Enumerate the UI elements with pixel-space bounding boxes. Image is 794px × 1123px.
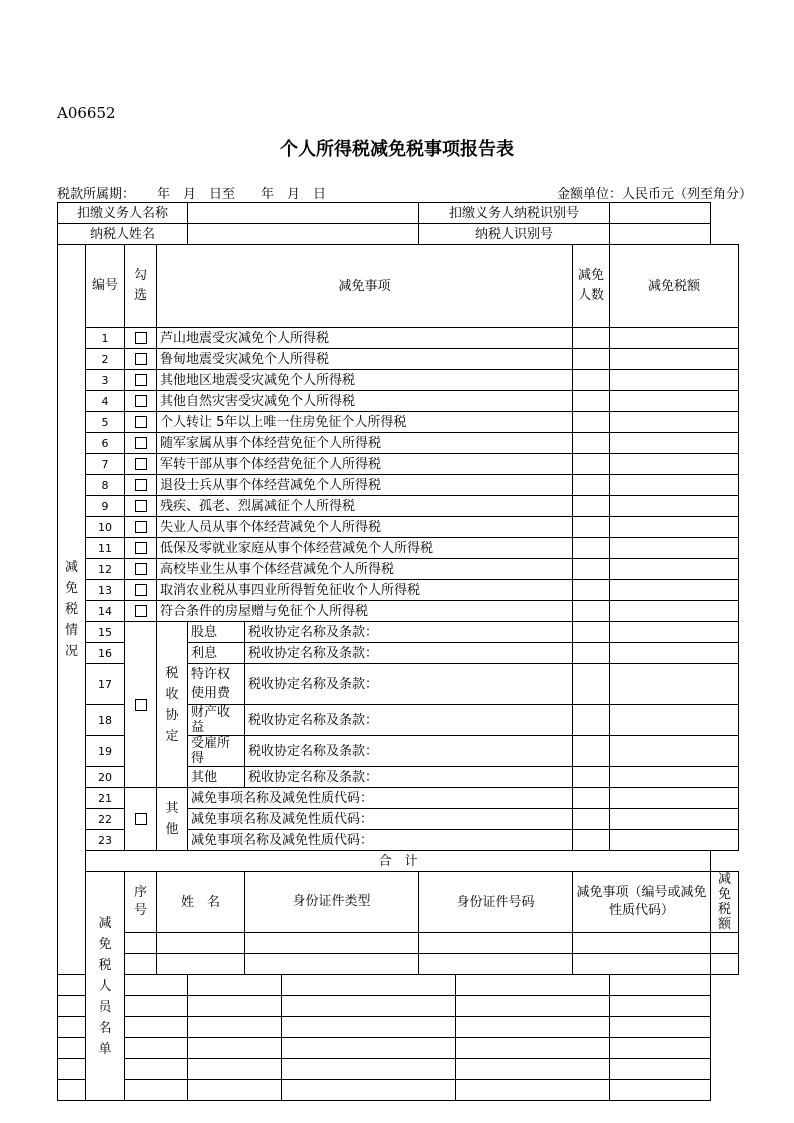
- period-label: 税款所属期：: [57, 187, 136, 202]
- taxpayer-name-label: 纳税人姓名: [58, 224, 188, 245]
- item-number: 15: [86, 622, 125, 643]
- treaty-terms-text: 税收协定名称及条款：: [245, 664, 573, 705]
- item-checkbox[interactable]: [135, 500, 147, 512]
- person-name-field[interactable]: [125, 1038, 188, 1059]
- reduction-item-row: [58, 391, 739, 412]
- item-number: 18: [86, 705, 125, 736]
- reduction-item-row: [58, 433, 739, 454]
- item-text: 失业人员从事个体经营减免个人所得税: [157, 517, 573, 538]
- item-checkbox[interactable]: [135, 605, 147, 617]
- item-text: 高校毕业生从事个体经营减免个人所得税: [157, 559, 573, 580]
- person-id-type-field[interactable]: [188, 1080, 282, 1101]
- person-id-type-field[interactable]: [188, 1059, 282, 1080]
- item-number: 17: [86, 664, 125, 705]
- taxpayer-name-field[interactable]: [188, 224, 419, 245]
- person-id-type-field[interactable]: [245, 954, 419, 975]
- item-number: 9: [86, 496, 125, 517]
- item-checkbox-cell: [125, 412, 157, 433]
- treaty-checkbox[interactable]: [135, 699, 147, 711]
- section2-header-row: [58, 872, 739, 933]
- withholder-name-field[interactable]: [188, 203, 419, 224]
- person-id-type-field[interactable]: [188, 975, 282, 996]
- item-checkbox[interactable]: [135, 584, 147, 596]
- item-amount-field[interactable]: [610, 830, 739, 851]
- section2-side-label: 减 免 税 人 员 名 单: [86, 872, 125, 1101]
- item-people-field[interactable]: [573, 391, 610, 412]
- item-amount-field[interactable]: [610, 788, 739, 809]
- item-number: 2: [86, 349, 125, 370]
- person-name-field[interactable]: [125, 1059, 188, 1080]
- item-amount-field[interactable]: [610, 454, 739, 475]
- item-people-field[interactable]: [573, 454, 610, 475]
- period-text: 年 月 日至 年 月 日: [157, 187, 327, 202]
- item-checkbox[interactable]: [135, 353, 147, 365]
- section1-side-label: 减 免 税 情 况: [58, 245, 86, 975]
- col-amount-header: 减免税额: [711, 872, 739, 933]
- item-amount-field[interactable]: [610, 328, 739, 349]
- item-people-field[interactable]: [573, 328, 610, 349]
- treaty-checkbox-cell: [125, 622, 157, 788]
- person-name-field[interactable]: [157, 954, 245, 975]
- item-number: 10: [86, 517, 125, 538]
- taxpayer-row: [58, 224, 739, 245]
- col-id-no-header: 身份证件号码: [419, 872, 573, 933]
- item-people-field[interactable]: [573, 370, 610, 391]
- other-item-row: [58, 788, 739, 809]
- person-item-field[interactable]: [456, 1059, 610, 1080]
- person-id-no-field[interactable]: [282, 1080, 456, 1101]
- item-number: 7: [86, 454, 125, 475]
- treaty-income-type: 受雇所得: [188, 736, 245, 767]
- item-amount-field[interactable]: [610, 433, 739, 454]
- treaty-income-type: 特许权使用费: [188, 664, 245, 705]
- treaty-terms-text: 税收协定名称及条款：: [245, 622, 573, 643]
- item-amount-field[interactable]: [610, 559, 739, 580]
- item-amount-field[interactable]: [610, 809, 739, 830]
- item-text: 个人转让 5年以上唯一住房免征个人所得税: [157, 412, 573, 433]
- col-check-header: 勾选: [125, 245, 157, 328]
- item-amount-field[interactable]: [610, 517, 739, 538]
- item-people-field[interactable]: [573, 736, 610, 767]
- person-id-no-field[interactable]: [282, 975, 456, 996]
- item-text: 其他自然灾害受灾减免个人所得税: [157, 391, 573, 412]
- person-item-field[interactable]: [573, 933, 711, 954]
- withholder-id-label: 扣缴义务人纳税识别号: [419, 203, 610, 224]
- item-text: 退役士兵从事个体经营减免个人所得税: [157, 475, 573, 496]
- item-checkbox-cell: [125, 454, 157, 475]
- person-seq-field[interactable]: [58, 1017, 86, 1038]
- person-name-field[interactable]: [125, 975, 188, 996]
- person-amount-field[interactable]: [610, 1017, 711, 1038]
- person-seq-field[interactable]: [125, 933, 157, 954]
- reduction-item-row: [58, 559, 739, 580]
- person-amount-field[interactable]: [711, 954, 739, 975]
- person-amount-field[interactable]: [711, 933, 739, 954]
- item-number: 16: [86, 643, 125, 664]
- person-seq-field[interactable]: [58, 1059, 86, 1080]
- col-name-header: 姓 名: [157, 872, 245, 933]
- col-reduction-item-header: 减免事项（编号或减免性质代码）: [573, 872, 711, 933]
- taxpayer-id-field[interactable]: [610, 224, 711, 245]
- taxpayer-id-label: 纳税人识别号: [419, 224, 610, 245]
- person-id-no-field[interactable]: [419, 933, 573, 954]
- other-item-text: 减免事项名称及减免性质代码：: [188, 830, 573, 851]
- item-number: 1: [86, 328, 125, 349]
- item-text: 军转干部从事个体经营免征个人所得税: [157, 454, 573, 475]
- item-people-field[interactable]: [573, 788, 610, 809]
- item-text: 取消农业税从事四业所得暂免征收个人所得税: [157, 580, 573, 601]
- page-title: 个人所得税减免税事项报告表: [280, 139, 514, 160]
- item-checkbox[interactable]: [135, 437, 147, 449]
- col-people-header: 减免人数: [573, 245, 610, 328]
- withholder-id-field[interactable]: [610, 203, 711, 224]
- item-amount-field[interactable]: [610, 349, 739, 370]
- person-row: [58, 1080, 739, 1101]
- person-amount-field[interactable]: [610, 1059, 711, 1080]
- reduction-item-row: [58, 538, 739, 559]
- item-amount-field[interactable]: [610, 538, 739, 559]
- item-people-field[interactable]: [573, 559, 610, 580]
- item-people-field[interactable]: [573, 412, 610, 433]
- col-id-type-header: 身份证件类型: [245, 872, 419, 933]
- other-item-text: 减免事项名称及减免性质代码：: [188, 788, 573, 809]
- item-amount-field[interactable]: [610, 736, 739, 767]
- item-number: 6: [86, 433, 125, 454]
- item-checkbox[interactable]: [135, 416, 147, 428]
- person-amount-field[interactable]: [610, 1038, 711, 1059]
- item-text: 符合条件的房屋赠与免征个人所得税: [157, 601, 573, 622]
- item-number: 3: [86, 370, 125, 391]
- col-item-header: 减免事项: [157, 245, 573, 328]
- person-seq-field[interactable]: [58, 975, 86, 996]
- item-checkbox-cell: [125, 559, 157, 580]
- person-amount-field[interactable]: [610, 975, 711, 996]
- item-people-field[interactable]: [573, 517, 610, 538]
- item-checkbox[interactable]: [135, 479, 147, 491]
- item-text: 低保及零就业家庭从事个体经营减免个人所得税: [157, 538, 573, 559]
- item-checkbox-cell: [125, 538, 157, 559]
- item-checkbox[interactable]: [135, 374, 147, 386]
- item-number: 12: [86, 559, 125, 580]
- item-checkbox[interactable]: [135, 395, 147, 407]
- item-checkbox[interactable]: [135, 521, 147, 533]
- item-people-field[interactable]: [573, 664, 610, 705]
- reduction-item-row: [58, 496, 739, 517]
- item-number: 20: [86, 767, 125, 788]
- col-amount-header: 减免税额: [610, 245, 739, 328]
- person-item-field[interactable]: [456, 1038, 610, 1059]
- person-name-field[interactable]: [125, 1080, 188, 1101]
- person-row: [58, 975, 739, 996]
- item-amount-field[interactable]: [610, 601, 739, 622]
- item-people-field[interactable]: [573, 601, 610, 622]
- item-checkbox-cell: [125, 433, 157, 454]
- item-number: 19: [86, 736, 125, 767]
- item-checkbox[interactable]: [135, 332, 147, 344]
- tax-period: [57, 183, 326, 202]
- withholder-name-label: 扣缴义务人名称: [58, 203, 188, 224]
- item-amount-field[interactable]: [610, 391, 739, 412]
- person-item-field[interactable]: [573, 954, 711, 975]
- treaty-terms-text: 税收协定名称及条款：: [245, 767, 573, 788]
- item-checkbox[interactable]: [135, 458, 147, 470]
- person-id-type-field[interactable]: [245, 933, 419, 954]
- item-checkbox-cell: [125, 517, 157, 538]
- treaty-item-row: [58, 622, 739, 643]
- person-row: [58, 933, 739, 954]
- item-amount-field[interactable]: [610, 496, 739, 517]
- person-item-field[interactable]: [456, 1017, 610, 1038]
- item-checkbox-cell: [125, 601, 157, 622]
- item-number: 22: [86, 809, 125, 830]
- item-amount-field[interactable]: [610, 580, 739, 601]
- person-id-no-field[interactable]: [419, 954, 573, 975]
- reduction-item-row: [58, 517, 739, 538]
- item-people-field[interactable]: [573, 830, 610, 851]
- item-number: 21: [86, 788, 125, 809]
- item-people-field[interactable]: [573, 622, 610, 643]
- item-number: 11: [86, 538, 125, 559]
- reduction-item-row: [58, 580, 739, 601]
- person-amount-field[interactable]: [610, 996, 711, 1017]
- item-amount-field[interactable]: [610, 767, 739, 788]
- withholder-row: [58, 203, 739, 224]
- person-id-no-field[interactable]: [282, 1038, 456, 1059]
- col-seq-header: 序号: [125, 872, 157, 933]
- reduction-item-row: [58, 349, 739, 370]
- treaty-income-type: 财产收益: [188, 705, 245, 736]
- item-people-field[interactable]: [573, 705, 610, 736]
- other-label: 其 他: [157, 788, 188, 851]
- other-checkbox-cell: [125, 788, 157, 851]
- person-name-field[interactable]: [157, 933, 245, 954]
- item-checkbox-cell: [125, 349, 157, 370]
- person-name-field[interactable]: [125, 1017, 188, 1038]
- item-people-field[interactable]: [573, 643, 610, 664]
- person-seq-field[interactable]: [125, 954, 157, 975]
- person-id-type-field[interactable]: [188, 1017, 282, 1038]
- treaty-income-type: 利息: [188, 643, 245, 664]
- person-seq-field[interactable]: [58, 1038, 86, 1059]
- col-no-header: [86, 245, 125, 328]
- item-checkbox-cell: [125, 580, 157, 601]
- item-checkbox-cell: [125, 496, 157, 517]
- person-amount-field[interactable]: [610, 1080, 711, 1101]
- person-row: [58, 954, 739, 975]
- person-item-field[interactable]: [456, 996, 610, 1017]
- item-text: 其他地区地震受灾减免个人所得税: [157, 370, 573, 391]
- person-id-no-field[interactable]: [282, 1059, 456, 1080]
- reduction-item-row: [58, 475, 739, 496]
- treaty-income-type: 股息: [188, 622, 245, 643]
- person-row: [58, 1017, 739, 1038]
- item-number: 4: [86, 391, 125, 412]
- total-row: [58, 851, 739, 872]
- person-item-field[interactable]: [456, 975, 610, 996]
- item-amount-field[interactable]: [610, 705, 739, 736]
- person-row: [58, 1059, 739, 1080]
- item-checkbox[interactable]: [135, 542, 147, 554]
- person-id-type-field[interactable]: [188, 1038, 282, 1059]
- person-item-field[interactable]: [456, 1080, 610, 1101]
- treaty-label: 税 收 协 定: [157, 622, 188, 788]
- item-checkbox-cell: [125, 391, 157, 412]
- person-id-no-field[interactable]: [282, 1017, 456, 1038]
- form-code: A06652: [57, 104, 116, 122]
- person-seq-field[interactable]: [58, 996, 86, 1017]
- item-people-field[interactable]: [573, 349, 610, 370]
- reduction-item-row: [58, 328, 739, 349]
- item-amount-field[interactable]: [610, 643, 739, 664]
- other-checkbox[interactable]: [135, 813, 147, 825]
- item-amount-field[interactable]: [610, 412, 739, 433]
- item-checkbox-cell: [125, 328, 157, 349]
- item-text: 残疾、孤老、烈属减征个人所得税: [157, 496, 573, 517]
- col-no-char: 编: [91, 278, 105, 293]
- col-no-char: 号: [105, 278, 119, 293]
- item-checkbox-cell: [125, 370, 157, 391]
- person-id-no-field[interactable]: [282, 996, 456, 1017]
- reduction-item-row: [58, 412, 739, 433]
- person-row: [58, 1038, 739, 1059]
- amount-unit: 金额单位：人民币元（列至角分）: [556, 187, 752, 202]
- treaty-terms-text: 税收协定名称及条款：: [245, 643, 573, 664]
- item-checkbox-cell: [125, 475, 157, 496]
- item-people-field[interactable]: [573, 433, 610, 454]
- item-amount-field[interactable]: [610, 370, 739, 391]
- reduction-item-row: [58, 370, 739, 391]
- item-text: 随军家属从事个体经营免征个人所得税: [157, 433, 573, 454]
- item-people-field[interactable]: [573, 475, 610, 496]
- item-text: 芦山地震受灾减免个人所得税: [157, 328, 573, 349]
- person-seq-field[interactable]: [58, 1080, 86, 1101]
- section1-header-row: [58, 245, 739, 328]
- item-number: 14: [86, 601, 125, 622]
- item-number: 13: [86, 580, 125, 601]
- treaty-terms-text: 税收协定名称及条款：: [245, 705, 573, 736]
- item-number: 23: [86, 830, 125, 851]
- other-item-text: 减免事项名称及减免性质代码：: [188, 809, 573, 830]
- item-people-field[interactable]: [573, 809, 610, 830]
- reduction-item-row: [58, 601, 739, 622]
- person-id-type-field[interactable]: [188, 996, 282, 1017]
- item-number: 5: [86, 412, 125, 433]
- person-name-field[interactable]: [125, 996, 188, 1017]
- item-amount-field[interactable]: [610, 664, 739, 705]
- item-amount-field[interactable]: [610, 475, 739, 496]
- treaty-income-type: 其他: [188, 767, 245, 788]
- item-checkbox[interactable]: [135, 563, 147, 575]
- item-amount-field[interactable]: [610, 622, 739, 643]
- item-people-field[interactable]: [573, 580, 610, 601]
- reduction-item-row: [58, 454, 739, 475]
- report-table: [57, 202, 739, 1101]
- total-label: 合 计: [86, 851, 711, 872]
- item-number: 8: [86, 475, 125, 496]
- item-people-field[interactable]: [573, 767, 610, 788]
- item-text: 鲁甸地震受灾减免个人所得税: [157, 349, 573, 370]
- treaty-terms-text: 税收协定名称及条款：: [245, 736, 573, 767]
- person-row: [58, 996, 739, 1017]
- item-people-field[interactable]: [573, 538, 610, 559]
- item-people-field[interactable]: [573, 496, 610, 517]
